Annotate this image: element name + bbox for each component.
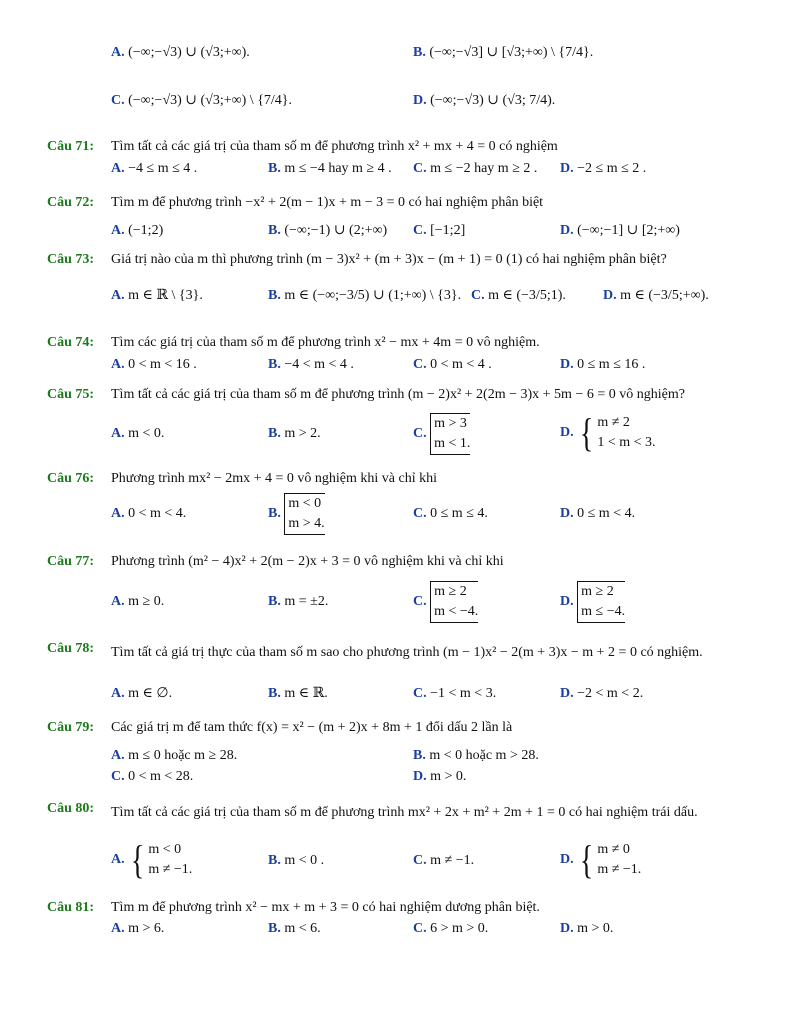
question-label: Câu 80: (47, 801, 95, 816)
option-text: m ∈ ∅. (128, 686, 173, 701)
option-letter: B. (413, 45, 426, 60)
option-letter: B. (413, 748, 430, 763)
option-text: −4 < m < 4 . (284, 357, 354, 372)
option-b (268, 852, 324, 870)
option-text: m ∈ (−3/5;1). (488, 288, 566, 303)
option-d (560, 581, 625, 623)
option-c (413, 356, 492, 374)
option-text: (−∞;−√3] ∪ [√3;+∞) \ {7/4}. (429, 45, 594, 60)
option-d (560, 685, 643, 703)
option-b (268, 593, 328, 611)
option-b (268, 425, 321, 443)
option-text: −1 < m < 3. (430, 686, 497, 701)
option-a (111, 920, 164, 938)
option-c (413, 920, 488, 938)
system-line: m ≤ −4. (581, 604, 626, 619)
question-stem: Tìm tất cả các giá trị của tham số m để phương trình x² + mx + 4 = 0 có nghiệm (111, 139, 558, 154)
option-c (413, 160, 537, 178)
question-stem: Tìm các giá trị của tham số m để phương trình x² − mx + 4m = 0 vô nghiệm. (111, 335, 540, 350)
option-letter: D. (560, 223, 578, 238)
system-line: m ≥ 2 (581, 584, 614, 599)
question-stem: Giá trị nào của m thì phương trình (m − 3)x² + (m + 3)x − (m + 1) = 0 (1) có hai nghiệm phân biệt? (111, 252, 667, 267)
option-text: m ∈ ℝ. (284, 686, 328, 701)
system-line: m ≠ 0 (597, 842, 630, 857)
system-line: m < 0 (148, 842, 182, 857)
question-label: Câu 75: (47, 387, 95, 402)
option-text: 0 ≤ m ≤ 16 . (577, 357, 646, 372)
question-stem: Tìm m để phương trình x² − mx + m + 3 = 0 có hai nghiệm dương phân biệt. (111, 900, 540, 915)
option-letter: C. (111, 93, 125, 108)
option-letter: D. (560, 506, 578, 521)
option-text: 0 < m < 4 . (430, 357, 492, 372)
option-letter: B. (268, 921, 285, 936)
option-letter: C. (413, 357, 431, 372)
option-text: 0 < m < 16 . (128, 357, 197, 372)
option-letter: C. (471, 288, 489, 303)
question-stem: Tìm tất cả các giá trị của tham số m để phương trình mx² + 2x + m² + 2m + 1 = 0 có hai nghiệm trái dấu. (111, 805, 698, 820)
option-letter: C. (111, 769, 129, 784)
option-text: m > 0. (577, 921, 614, 936)
option-a (111, 837, 193, 882)
option-d (560, 410, 656, 455)
q70-option-c (111, 92, 292, 110)
option-b (268, 160, 392, 178)
question-stem: Phương trình mx² − 2mx + 4 = 0 vô nghiệm khi và chỉ khi (111, 471, 437, 486)
option-letter: D. (560, 161, 578, 176)
option-text: m ∈ (−∞;−3/5) ∪ (1;+∞) \ {3}. (284, 288, 462, 303)
option-a (111, 160, 197, 178)
option-b (268, 287, 461, 305)
system-bracket (284, 493, 324, 535)
option-text: −2 < m < 2. (577, 686, 644, 701)
question-stem: Tìm m để phương trình −x² + 2(m − 1)x + m − 3 = 0 có hai nghiệm phân biệt (111, 195, 544, 210)
option-letter: B. (268, 506, 285, 522)
option-letter: C. (413, 506, 431, 521)
option-letter: D. (560, 357, 578, 372)
option-letter: A. (111, 426, 129, 441)
option-letter: C. (413, 853, 431, 868)
option-letter: C. (413, 594, 431, 610)
system-line: m < 1. (434, 436, 471, 451)
option-letter: A. (111, 921, 129, 936)
option-letter: C. (413, 686, 431, 701)
option-text: (−∞;−1) ∪ (2;+∞) (284, 223, 388, 238)
option-d (560, 505, 635, 523)
question-stem: Các giá trị m để tam thức f(x) = x² − (m + 2)x + 8m + 1 đổi dấu 2 lần là (111, 720, 513, 735)
option-letter: B. (268, 288, 285, 303)
option-text: m < 6. (284, 921, 321, 936)
option-letter: D. (603, 288, 621, 303)
option-b (268, 493, 325, 535)
option-letter: D. (560, 425, 578, 441)
system-bracket (430, 581, 478, 623)
option-b (268, 222, 387, 240)
option-letter: C. (413, 921, 431, 936)
system-line: m ≥ 2 (434, 584, 467, 599)
option-text: m < 0 hoặc m > 28. (429, 748, 539, 763)
option-b (413, 747, 539, 765)
option-text: m ≤ −2 hay m ≥ 2 . (430, 161, 538, 176)
system-line: m ≠ −1. (148, 862, 193, 877)
system-line: m < −4. (434, 604, 479, 619)
option-letter: B. (268, 686, 285, 701)
option-b (268, 685, 328, 703)
option-c (413, 413, 470, 455)
option-b (268, 920, 321, 938)
q70-option-a (111, 44, 250, 62)
system-line: m > 3 (434, 416, 467, 431)
question-label: Câu 71: (47, 139, 95, 154)
option-text: 0 ≤ m < 4. (577, 506, 636, 521)
option-a (111, 593, 164, 611)
option-text: m < 0 . (284, 853, 325, 868)
option-c (111, 768, 193, 786)
option-text: m = ±2. (284, 594, 329, 609)
option-text: −2 ≤ m ≤ 2 . (577, 161, 647, 176)
option-letter: A. (111, 223, 129, 238)
option-a (111, 287, 203, 305)
option-c (413, 222, 465, 240)
q70-option-b (413, 44, 593, 62)
option-d (603, 287, 709, 305)
option-a (111, 425, 164, 443)
question-stem: Phương trình (m² − 4)x² + 2(m − 2)x + 3 = 0 vô nghiệm khi và chỉ khi (111, 554, 504, 569)
option-d (560, 356, 645, 374)
question-stem: Tìm tất cả các giá trị của tham số m để phương trình (m − 2)x² + 2(2m − 3)x + 5m − 6 = 0 vô nghiệm? (111, 387, 685, 402)
system-brace: { m ≠ 2 1 < m < 3. (580, 410, 656, 455)
question-label: Câu 76: (47, 471, 95, 486)
option-text: 0 < m < 28. (128, 769, 194, 784)
question-label: Câu 81: (47, 900, 95, 915)
option-letter: D. (413, 93, 427, 108)
system-bracket (577, 581, 625, 623)
option-b (268, 356, 354, 374)
option-letter: B. (268, 853, 285, 868)
option-text: m ≤ −4 hay m ≥ 4 . (284, 161, 392, 176)
option-letter: C. (413, 426, 431, 442)
question-label: Câu 78: (47, 641, 95, 656)
option-letter: A. (111, 852, 129, 868)
option-d (560, 160, 646, 178)
option-text: m > 6. (128, 921, 165, 936)
option-text: (−∞;−√3) ∪ (√3;+∞). (128, 45, 250, 60)
option-letter: A. (111, 161, 129, 176)
option-letter: B. (268, 426, 285, 441)
option-letter: B. (268, 161, 285, 176)
option-c (413, 581, 478, 623)
option-d (560, 837, 642, 882)
option-a (111, 505, 186, 523)
option-letter: B. (268, 357, 285, 372)
option-letter: B. (268, 223, 285, 238)
system-line: m ≠ −1. (597, 862, 642, 877)
option-letter: A. (111, 357, 129, 372)
option-a (111, 356, 197, 374)
question-stem: Tìm tất cả giá trị thực của tham số m sao cho phương trình (m − 1)x² − 2(m + 3)x − m + 2 = 0 có nghiệm. (111, 645, 703, 660)
option-text: m > 2. (284, 426, 321, 441)
option-text: m < 0. (128, 426, 165, 441)
option-letter: A. (111, 288, 129, 303)
option-letter: A. (111, 748, 129, 763)
system-line: m < 0 (288, 496, 322, 511)
option-text: −4 ≤ m ≤ 4 . (128, 161, 198, 176)
system-line: m ≠ 2 (597, 415, 630, 430)
option-letter: A. (111, 45, 125, 60)
question-label: Câu 72: (47, 195, 95, 210)
option-text: (−1;2) (128, 223, 164, 238)
option-letter: B. (268, 594, 285, 609)
option-text: (−∞;−√3) ∪ (√3; 7/4). (430, 93, 556, 108)
system-bracket (430, 413, 470, 455)
option-text: m > 0. (430, 769, 467, 784)
option-a (111, 747, 237, 765)
option-text: (−∞;−√3) ∪ (√3;+∞) \ {7/4}. (128, 93, 293, 108)
option-d (560, 222, 680, 240)
option-text: 0 < m < 4. (128, 506, 187, 521)
question-label: Câu 79: (47, 720, 95, 735)
option-c (471, 287, 566, 305)
system-brace: { m < 0 m ≠ −1. (131, 837, 193, 882)
option-text: m ≥ 0. (128, 594, 165, 609)
option-letter: C. (413, 161, 431, 176)
option-text: (−∞;−1] ∪ [2;+∞) (577, 223, 680, 238)
option-letter: D. (560, 921, 578, 936)
option-letter: D. (560, 852, 578, 868)
option-letter: A. (111, 506, 129, 521)
option-text: m ≤ 0 hoặc m ≥ 28. (128, 748, 238, 763)
question-label: Câu 74: (47, 335, 95, 350)
system-brace: { m ≠ 0 m ≠ −1. (580, 837, 642, 882)
option-c (413, 852, 474, 870)
option-text: m ≠ −1. (430, 853, 475, 868)
option-text: 6 > m > 0. (430, 921, 489, 936)
option-letter: D. (560, 594, 578, 610)
option-text: 0 ≤ m ≤ 4. (430, 506, 488, 521)
option-c (413, 685, 496, 703)
option-letter: A. (111, 686, 129, 701)
option-letter: D. (560, 686, 578, 701)
option-text: [−1;2] (430, 223, 466, 238)
option-a (111, 222, 163, 240)
question-label: Câu 77: (47, 554, 95, 569)
question-label: Câu 73: (47, 252, 95, 267)
option-letter: A. (111, 594, 129, 609)
system-line: 1 < m < 3. (597, 435, 656, 450)
option-d (413, 768, 466, 786)
q70-option-d (413, 92, 555, 110)
option-d (560, 920, 613, 938)
option-text: m ∈ ℝ \ {3}. (128, 288, 203, 303)
option-letter: D. (413, 769, 431, 784)
option-c (413, 505, 488, 523)
option-text: m ∈ (−3/5;+∞). (620, 288, 709, 303)
system-line: m > 4. (288, 516, 325, 531)
option-a (111, 685, 172, 703)
option-letter: C. (413, 223, 431, 238)
